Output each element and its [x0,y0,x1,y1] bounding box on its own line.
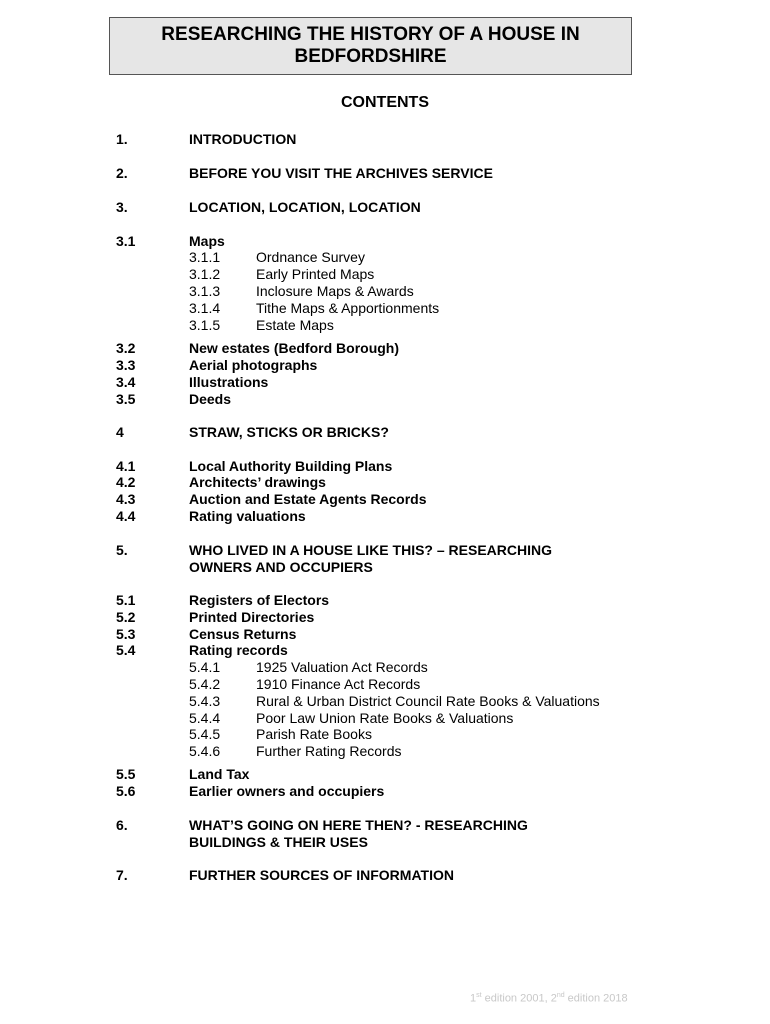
second-edition-text: edition 2018 [564,992,628,1005]
toc-title: WHO LIVED IN A HOUSE LIKE THIS? – RESEARCHING OWNERS AND OCCUPIERS [189,542,552,575]
toc-number: 3.4 [116,374,136,390]
toc-subnumber: 3.1.1 [189,249,221,265]
toc-subtitle: Poor Law Union Rate Books & Valuations [256,710,514,726]
toc-subtitle: 1925 Valuation Act Records [256,659,428,675]
toc-subnumber: 5.4.6 [189,743,221,759]
toc-title: Rating valuations [189,508,306,524]
toc-title: Land Tax [189,766,250,782]
toc-title: Illustrations [189,374,269,390]
toc-number: 7. [116,867,128,883]
toc-number: 3.2 [116,340,136,356]
first-edition-text: edition 2001, [481,992,551,1005]
toc-number: 6. [116,817,128,833]
toc-title: LOCATION, LOCATION, LOCATION [189,199,421,215]
toc-subnumber: 5.4.1 [189,659,221,675]
toc-subtitle: Tithe Maps & Apportionments [256,300,440,316]
document-title-text: RESEARCHING THE HISTORY OF A HOUSE IN BEDFORDSHIRE [161,24,580,67]
toc-title: New estates (Bedford Borough) [189,340,400,356]
toc-number: 5.5 [116,766,136,782]
toc-title: Architects’ drawings [189,474,326,490]
toc-title: STRAW, STICKS OR BRICKS? [189,424,389,440]
toc-subtitle: Estate Maps [256,317,334,333]
toc-number: 5. [116,542,128,558]
toc-number: 3.5 [116,391,136,407]
toc-subtitle: Early Printed Maps [256,266,375,282]
toc-subtitle: Inclosure Maps & Awards [256,283,414,299]
toc-number: 1. [116,131,128,147]
second-edition-number: 2 [550,992,557,1005]
toc-title: BEFORE YOU VISIT THE ARCHIVES SERVICE [189,165,493,181]
toc-subtitle: Rural & Urban District Council Rate Books & Valuations [256,693,600,709]
toc-number: 3. [116,199,128,215]
toc-title: WHAT’S GOING ON HERE THEN? - RESEARCHING BUILDINGS & THEIR USES [189,817,528,850]
toc-number: 4.4 [116,508,136,524]
toc-number: 3.3 [116,357,136,373]
document-title [109,17,632,75]
toc-title: Deeds [189,391,232,407]
toc-title: Registers of Electors [189,592,330,608]
toc-subtitle: Ordnance Survey [256,249,365,265]
toc-title: INTRODUCTION [189,131,297,147]
toc-subnumber: 3.1.4 [189,300,221,316]
toc-subnumber: 3.1.5 [189,317,221,333]
toc-title: Earlier owners and occupiers [189,783,385,799]
toc-number: 5.3 [116,626,136,642]
toc-subnumber: 3.1.2 [189,266,221,282]
toc-subnumber: 5.4.3 [189,693,221,709]
toc-title: FURTHER SOURCES OF INFORMATION [189,867,454,883]
second-edition-ordinal: nd [556,992,565,999]
toc-title: Printed Directories [189,609,315,625]
toc-title: Census Returns [189,626,297,642]
toc-number: 5.2 [116,609,136,625]
toc-subnumber: 5.4.4 [189,710,221,726]
first-edition-ordinal: st [476,992,482,999]
toc-number: 3.1 [116,233,136,249]
toc-number: 4.3 [116,491,136,507]
first-edition-number: 1 [470,992,477,1005]
toc-number: 4.2 [116,474,136,490]
toc-title: Aerial photographs [189,357,318,373]
toc-subnumber: 3.1.3 [189,283,221,299]
toc-number: 4.1 [116,458,136,474]
toc-title: Rating records [189,642,288,658]
toc-number: 5.1 [116,592,136,608]
toc-subtitle: Parish Rate Books [256,726,372,742]
toc-title: Local Authority Building Plans [189,458,393,474]
toc-number: 5.4 [116,642,136,658]
toc-subtitle: 1910 Finance Act Records [256,676,421,692]
toc-number: 4 [116,424,124,440]
toc-number: 2. [116,165,128,181]
toc-title: Maps [189,233,225,249]
toc-subnumber: 5.4.2 [189,676,221,692]
toc-number: 5.6 [116,783,136,799]
toc-subnumber: 5.4.5 [189,726,221,742]
contents-heading: CONTENTS [341,94,429,111]
toc-title: Auction and Estate Agents Records [189,491,427,507]
toc-subtitle: Further Rating Records [256,743,402,759]
edition-footer [470,992,628,1005]
